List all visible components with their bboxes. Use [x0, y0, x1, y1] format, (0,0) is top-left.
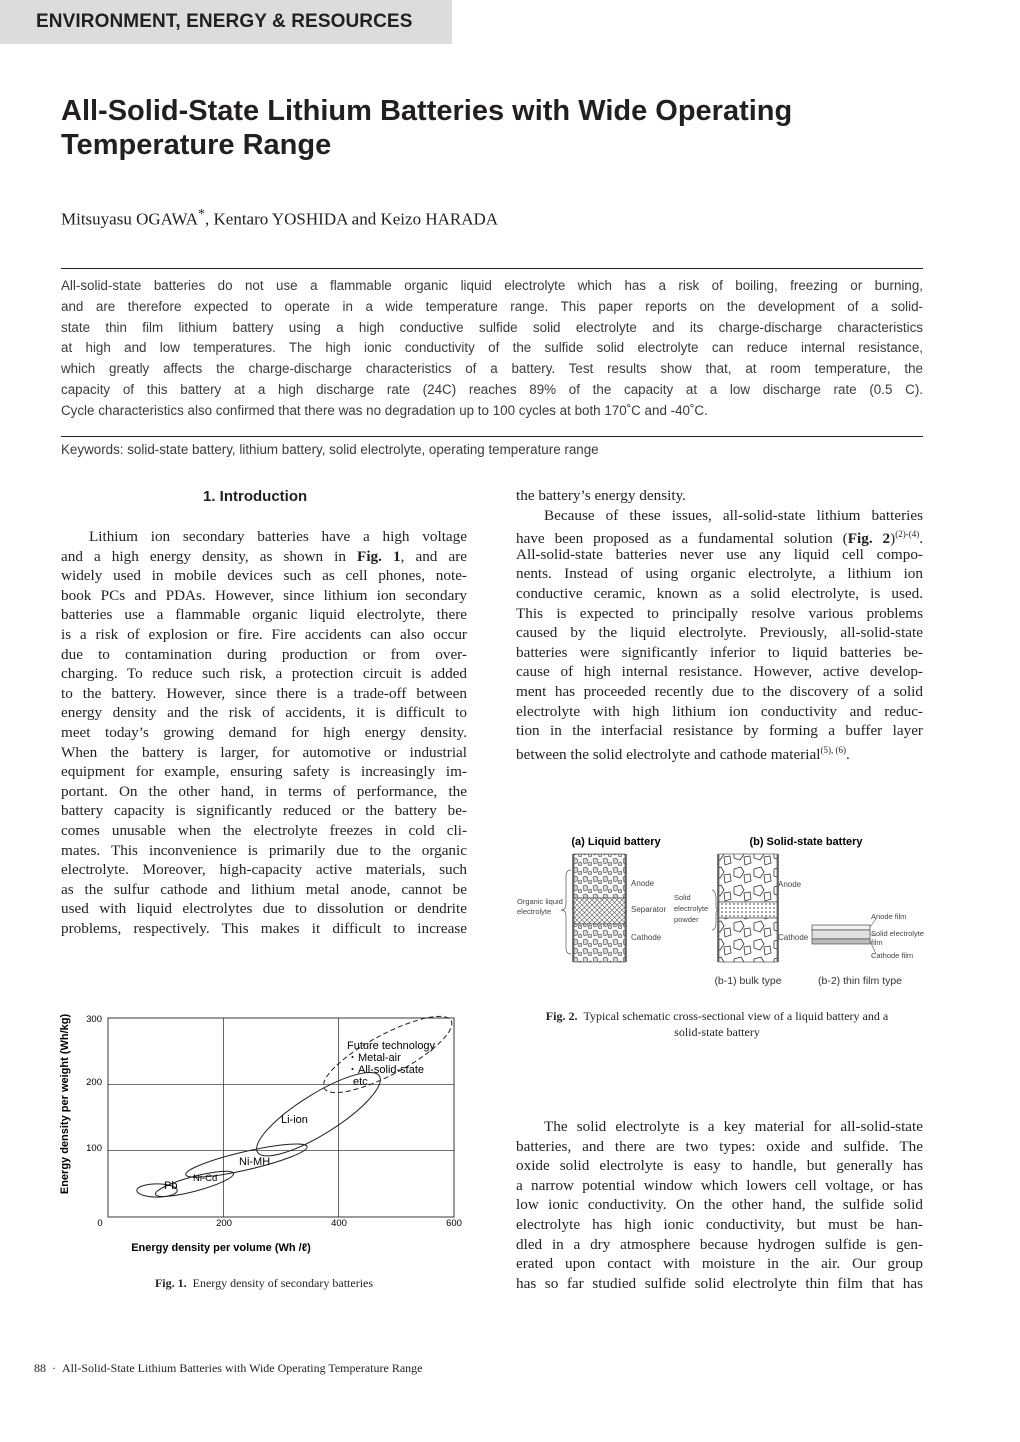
fig2-schematic	[512, 830, 928, 990]
text-line: electrolyte with high lithium ion conductivity and reduc-	[516, 702, 923, 720]
text-line: dled in a dry atmosphere because hydrogen sulfide is gen-	[516, 1235, 923, 1253]
fig2a-organic-label: electrolyte	[517, 907, 552, 916]
fig1-ylabel: Energy density per weight (Wh/kg)	[59, 1013, 71, 1195]
fig1-xtick: 600	[446, 1218, 462, 1229]
text-line: mates. This inconvenience is primarily due to the organic	[61, 841, 467, 859]
fig2b-cathode-label: Cathode	[778, 933, 809, 942]
abstract-line: capacity of this battery at a high discharge rate (24C) reaches 89% of the capacity at a low discharge rate (0.5 C).	[61, 381, 923, 397]
fig1-caption-text: Energy density of secondary batteries	[192, 1276, 374, 1290]
text-line: ment has proceeded recently due to the discovery of a solid	[516, 682, 923, 700]
text-line: battery capacity is significantly reduced or the battery be-	[61, 802, 467, 820]
abstract-line: state thin film lithium battery using a high conductive sulfide solid electrolyte and its charge-discharge characteristics	[61, 319, 923, 335]
right-column-text-top	[516, 486, 923, 763]
fig1-label-nimh: Ni-MH	[239, 1156, 271, 1168]
fig2a-anode-label: Anode	[631, 879, 655, 888]
text-line: a narrow potential window which lowers cell voltage, or has	[516, 1176, 923, 1194]
fig2b-anode-layer	[719, 854, 777, 902]
abstract-line: and are therefore expected to operate in a wide temperature range. This paper reports on the development of a solid-	[61, 298, 923, 314]
fig2b2-cathode-film-label: Cathode film	[871, 951, 914, 960]
section-banner	[0, 0, 452, 44]
section-heading-introduction: 1. Introduction	[203, 488, 308, 505]
fig1-xtick: 400	[331, 1218, 347, 1229]
fig1-ytick: 200	[86, 1077, 102, 1088]
fig2b-anode-label: Anode	[778, 880, 802, 889]
text-line: batteries use a flammable organic liquid electrolyte, there	[61, 606, 467, 624]
fig1-label-pb: Pb	[164, 1180, 178, 1192]
fig2b-solid-label: powder	[674, 915, 699, 924]
text-line: oxide solid electrolyte is easy to handle, but generally has	[516, 1157, 923, 1175]
fig2a-brace	[561, 870, 571, 954]
fig2b2-electrolyte-film	[812, 930, 870, 939]
fig1-label-future: Future technology	[347, 1040, 436, 1052]
fig1-xlabel: Energy density per volume (Wh /ℓ)	[131, 1242, 311, 1254]
text-line: to the battery. However, since there is a trade-off between	[61, 684, 467, 702]
fig2-caption-label: Fig. 2.	[545, 1009, 578, 1023]
author-1: Mitsuyasu OGAWA	[61, 209, 198, 229]
abstract-bottom-rule	[61, 436, 923, 437]
text-line: low ionic conductivity. On the other hand, the sulfide solid	[516, 1196, 923, 1214]
fig2a-separator-label: Separator	[631, 905, 667, 914]
text-line: electrolyte has high ionic conductivity, but must be han-	[516, 1215, 923, 1233]
fig1-label-nicd: Ni-Cd	[193, 1173, 218, 1184]
fig2b2-se-film-label: film	[871, 938, 883, 947]
text-line: between the solid electrolyte and cathode material$^{(5), (6)}$.	[516, 744, 850, 763]
fig2b2-anode-film	[812, 925, 870, 930]
text-line: erated upon contact with moisture in the air. Our group	[516, 1255, 923, 1273]
fig1-xtick: 0	[97, 1218, 103, 1229]
text-line: comes unusable when the electrolyte freezes in cold cli-	[61, 821, 467, 839]
fig1-label-liion: Li-ion	[281, 1114, 308, 1126]
paper-title	[61, 94, 941, 162]
text-line: When the battery is larger, for automotive or industrial	[61, 743, 467, 761]
fig1-caption	[61, 1276, 467, 1291]
fig1-ytick: 300	[86, 1014, 102, 1025]
fig1-label-future: etc.	[353, 1076, 371, 1088]
fig2-caption	[516, 1008, 918, 1040]
section-label: ENVIRONMENT, ENERGY & RESOURCES	[36, 11, 413, 32]
text-line: All-solid-state batteries never use any liquid cell compo-	[516, 545, 923, 563]
text-line: Lithium ion secondary batteries have a high voltage	[89, 528, 467, 545]
left-column-text	[61, 527, 467, 938]
text-line: have been proposed as a fundamental solution (Fig. 2)$^{(2)-(4)}$.	[516, 529, 923, 548]
fig2a-organic-label: Organic liquid	[517, 897, 563, 906]
fig1-chart	[56, 1008, 466, 1258]
fig2b-solid-label: electrolyte	[674, 904, 709, 913]
fig2b-electrolyte-layer	[719, 902, 777, 918]
fig1-label-future: ・Metal-air	[347, 1052, 401, 1064]
abstract-line: which greatly affects the charge-discharge characteristics of a battery. Test results show that, at room temperature, the	[61, 361, 923, 377]
text-line: due to contamination during production or from over-	[61, 645, 467, 663]
text-line: This is expected to principally resolve various problems	[516, 604, 923, 622]
text-line: batteries, and there are two types: oxide and sulfide. The	[516, 1137, 923, 1155]
text-line: caused by the liquid electrolyte. Previously, all-solid-state	[516, 624, 923, 642]
text-line: equipment for example, ensuring safety is increasingly im-	[61, 763, 467, 781]
text-line: energy density and the risk of accidents, it is difficult to	[61, 704, 467, 722]
fig2-sub-b2: (b-2) thin film type	[817, 975, 903, 987]
text-line: is a risk of explosion or fire. Fire accidents can also occur	[61, 625, 467, 643]
text-line: Because of these issues, all-solid-state lithium batteries	[544, 506, 923, 524]
fig1-label-future: ・All-solid-state	[347, 1064, 425, 1076]
fig2a-anode-layer	[574, 854, 625, 898]
fig2b2-anode-film-label: Anode film	[871, 912, 907, 921]
authors	[61, 207, 498, 230]
abstract-line: Cycle characteristics also confirmed that there was no degradation up to 100 cycles at both 170˚C and -40˚C.	[61, 402, 708, 418]
text-line: meet today’s growing demand for high energy density.	[61, 723, 467, 741]
fig2b-solid-label: Solid	[674, 893, 691, 902]
fig2a-cathode-layer	[574, 924, 625, 962]
abstract-line: All-solid-state batteries do not use a flammable organic liquid electrolyte which has a risk of boiling, freezing or burning,	[61, 278, 923, 293]
fig2b2-se-film-label: Solid electrolyte	[871, 929, 924, 938]
fig1-xtick: 200	[216, 1218, 232, 1229]
text-line: electrolyte. Moreover, high-capacity active materials, such	[61, 861, 467, 879]
fig2a-cathode-label: Cathode	[631, 933, 662, 942]
footer-separator: ·	[52, 1361, 56, 1375]
fig2-title-a: (a) Liquid battery	[571, 836, 661, 848]
text-line: widely used in mobile devices such as cell phones, note-	[61, 567, 467, 585]
text-line: tion in the interfacial resistance by forming a buffer layer	[516, 722, 923, 740]
text-line: portant. On the other hand, in terms of performance, the	[61, 782, 467, 800]
abstract	[61, 276, 923, 422]
text-line: as the sulfur cathode and lithium metal anode, cannot be	[61, 880, 467, 898]
fig2b-cathode-layer	[719, 918, 777, 962]
abstract-top-rule	[61, 268, 923, 269]
fig2-caption-text: Typical schematic cross-sectional view of a liquid battery and a	[583, 1009, 889, 1023]
text-line: nents. Instead of using organic electrolyte, a lithium ion	[516, 565, 923, 583]
text-line: The solid electrolyte is a key material for all-solid-state	[544, 1118, 923, 1135]
fig2a-separator-layer	[574, 898, 625, 924]
fig1-caption-label: Fig. 1.	[154, 1276, 187, 1290]
text-line: has so far studied sulfide solid electrolyte thin film that has	[516, 1274, 923, 1292]
footer-title: All-Solid-State Lithium Batteries with Wide Operating Temperature Range	[62, 1361, 423, 1375]
text-line: the battery’s energy density.	[516, 487, 686, 504]
fig2-caption-text: solid-state battery	[674, 1025, 760, 1039]
abstract-line: at high and low temperatures. The high ionic conductivity of the sulfide solid electrolyte can reduce internal resistance,	[61, 340, 923, 356]
page-footer	[34, 1361, 422, 1376]
author-rest: , Kentaro YOSHIDA and Keizo HARADA	[205, 209, 499, 229]
fig2-title-b: (b) Solid-state battery	[749, 836, 863, 848]
fig2b2-cathode-film	[812, 939, 870, 944]
text-line: book PCs and PDAs. However, since lithium ion secondary	[61, 586, 467, 604]
keywords: Keywords: solid-state battery, lithium battery, solid electrolyte, operating temperature range	[61, 442, 599, 457]
fig1-ytick: 100	[86, 1143, 102, 1154]
right-column-text-bottom	[516, 1117, 923, 1293]
author-star: *	[198, 207, 205, 222]
title-line-1: All-Solid-State Lithium Batteries with Wide Operating	[61, 95, 793, 127]
page-number: 88	[34, 1361, 46, 1375]
text-line: batteries were significantly inferior to liquid batteries be-	[516, 643, 923, 661]
text-line: problems, respectively. This makes it difficult to increase	[61, 919, 467, 937]
text-line: cause of high internal resistance. However, active develop-	[516, 663, 923, 681]
text-line: charging. To reduce such risk, a protection circuit is added	[61, 665, 467, 683]
text-line: used with liquid electrolytes due to dissolution or dendrite	[61, 900, 467, 918]
title-line-2: Temperature Range	[61, 129, 332, 161]
text-line: conductive ceramic, known as a solid electrolyte, is used.	[516, 584, 923, 602]
fig2-sub-b1: (b-1) bulk type	[714, 975, 782, 987]
text-line: and a high energy density, as shown in Fig. 1, and are	[61, 547, 467, 565]
